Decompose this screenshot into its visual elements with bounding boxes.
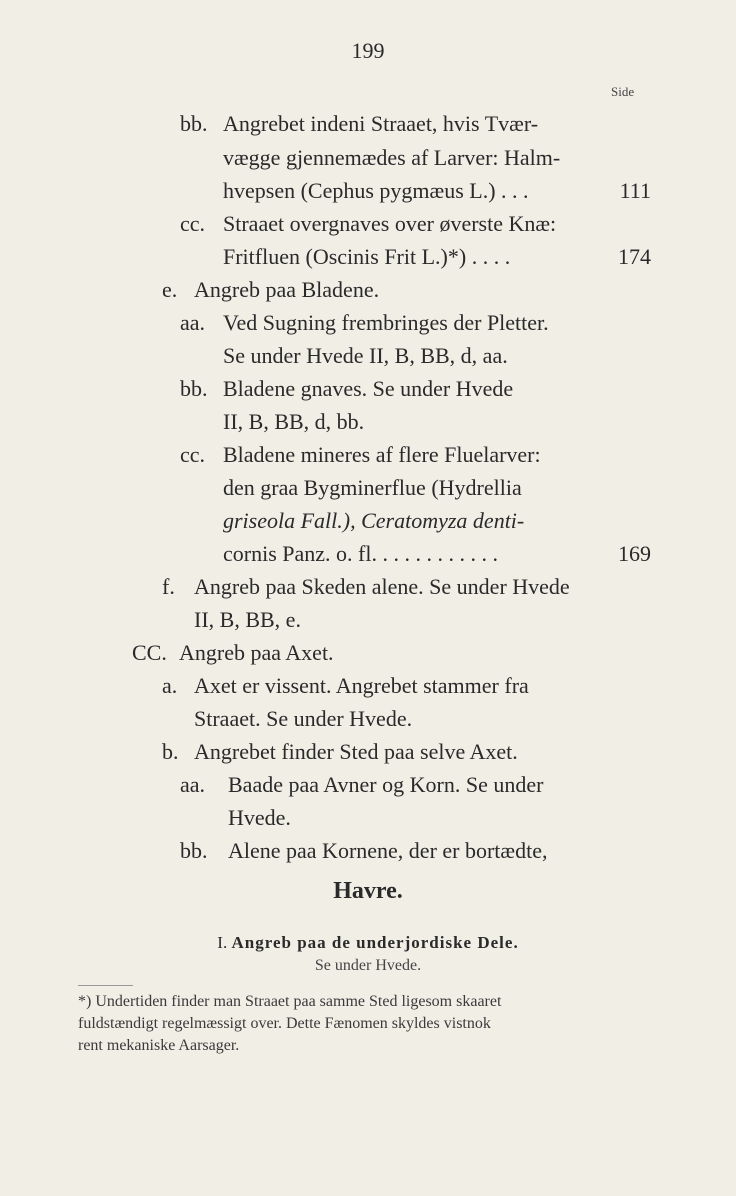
- entry-label: bb.: [180, 838, 208, 863]
- entry-line: den graa Bygminerflue (Hydrellia: [223, 475, 522, 500]
- subsection-numeral: I.: [217, 933, 228, 952]
- entry-line: Alene paa Kornene, der er bortædte,: [228, 838, 548, 863]
- footnote-mark: *): [78, 993, 92, 1010]
- footnote-line: fuldstændigt regelmæssigt over. Dette Fænomen skyldes vistnok: [78, 1015, 491, 1032]
- entry-line: Straaet. Se under Hvede.: [194, 706, 413, 731]
- entry-line: Fritfluen (Oscinis Frit L.)*) . . . .: [223, 244, 511, 269]
- entry-label: e.: [162, 277, 178, 302]
- entry-label: f.: [162, 574, 175, 599]
- section-title: Havre.: [333, 878, 403, 904]
- footnote-line: rent mekaniske Aarsager.: [78, 1037, 240, 1054]
- entry-line: Bladene mineres af flere Fluelarver:: [223, 442, 541, 467]
- entry-line: Angreb paa Skeden alene. Se under Hvede: [194, 574, 570, 599]
- entry-line: Angreb paa Bladene.: [194, 277, 380, 302]
- entry-line: Angrebet indeni Straaet, hvis Tvær-: [223, 111, 539, 136]
- entry-page-number: 169: [618, 541, 651, 566]
- footnote-text: Undertiden finder man Straaet paa samme Sted ligesom skaaret: [95, 993, 502, 1010]
- entry-line: II, B, BB, e.: [194, 607, 301, 632]
- subsection-heading: [0, 933, 736, 953]
- subsection-note: Se under Hvede.: [314, 957, 422, 974]
- footnote-line: [78, 994, 501, 1010]
- entry-line: Se under Hvede II, B, BB, d, aa.: [223, 343, 508, 368]
- entry-line: Hvede.: [228, 805, 291, 830]
- entry-line: Angrebet finder Sted paa selve Axet.: [194, 739, 518, 764]
- entry-line: vægge gjennemædes af Larver: Halm-: [223, 145, 561, 170]
- entry-line: Straaet overgnaves over øverste Knæ:: [223, 211, 557, 236]
- entry-line: Baade paa Avner og Korn. Se under: [228, 772, 544, 797]
- entry-label: bb.: [180, 376, 208, 401]
- entry-line: griseola Fall.), Ceratomyza denti-: [223, 508, 525, 533]
- entry-label: a.: [162, 673, 178, 698]
- entry-label: b.: [162, 739, 179, 764]
- entry-label: aa.: [180, 310, 206, 335]
- entry-label: cc.: [180, 211, 206, 236]
- entry-page-number: 174: [618, 244, 651, 269]
- entry-line: Bladene gnaves. Se under Hvede: [223, 376, 514, 401]
- entry-page-number: 111: [619, 178, 651, 203]
- footnote-divider: [78, 985, 133, 986]
- page-number: 199: [351, 38, 385, 63]
- subsection-title: Angreb paa de underjordiske Dele.: [231, 933, 519, 952]
- entry-line: cornis Panz. o. fl. . . . . . . . . . . .: [223, 541, 498, 566]
- entry-label: aa.: [180, 772, 206, 797]
- entry-label: cc.: [180, 442, 206, 467]
- entry-label: CC.: [132, 640, 167, 665]
- entry-line: hvepsen (Cephus pygmæus L.) . . .: [223, 178, 529, 203]
- entry-line: II, B, BB, d, bb.: [223, 409, 365, 434]
- column-header-side: Side: [611, 84, 635, 99]
- entry-line: Angreb paa Axet.: [179, 640, 334, 665]
- entry-label: bb.: [180, 111, 208, 136]
- entry-line: Axet er vissent. Angrebet stammer fra: [194, 673, 529, 698]
- entry-line: Ved Sugning frembringes der Pletter.: [223, 310, 549, 335]
